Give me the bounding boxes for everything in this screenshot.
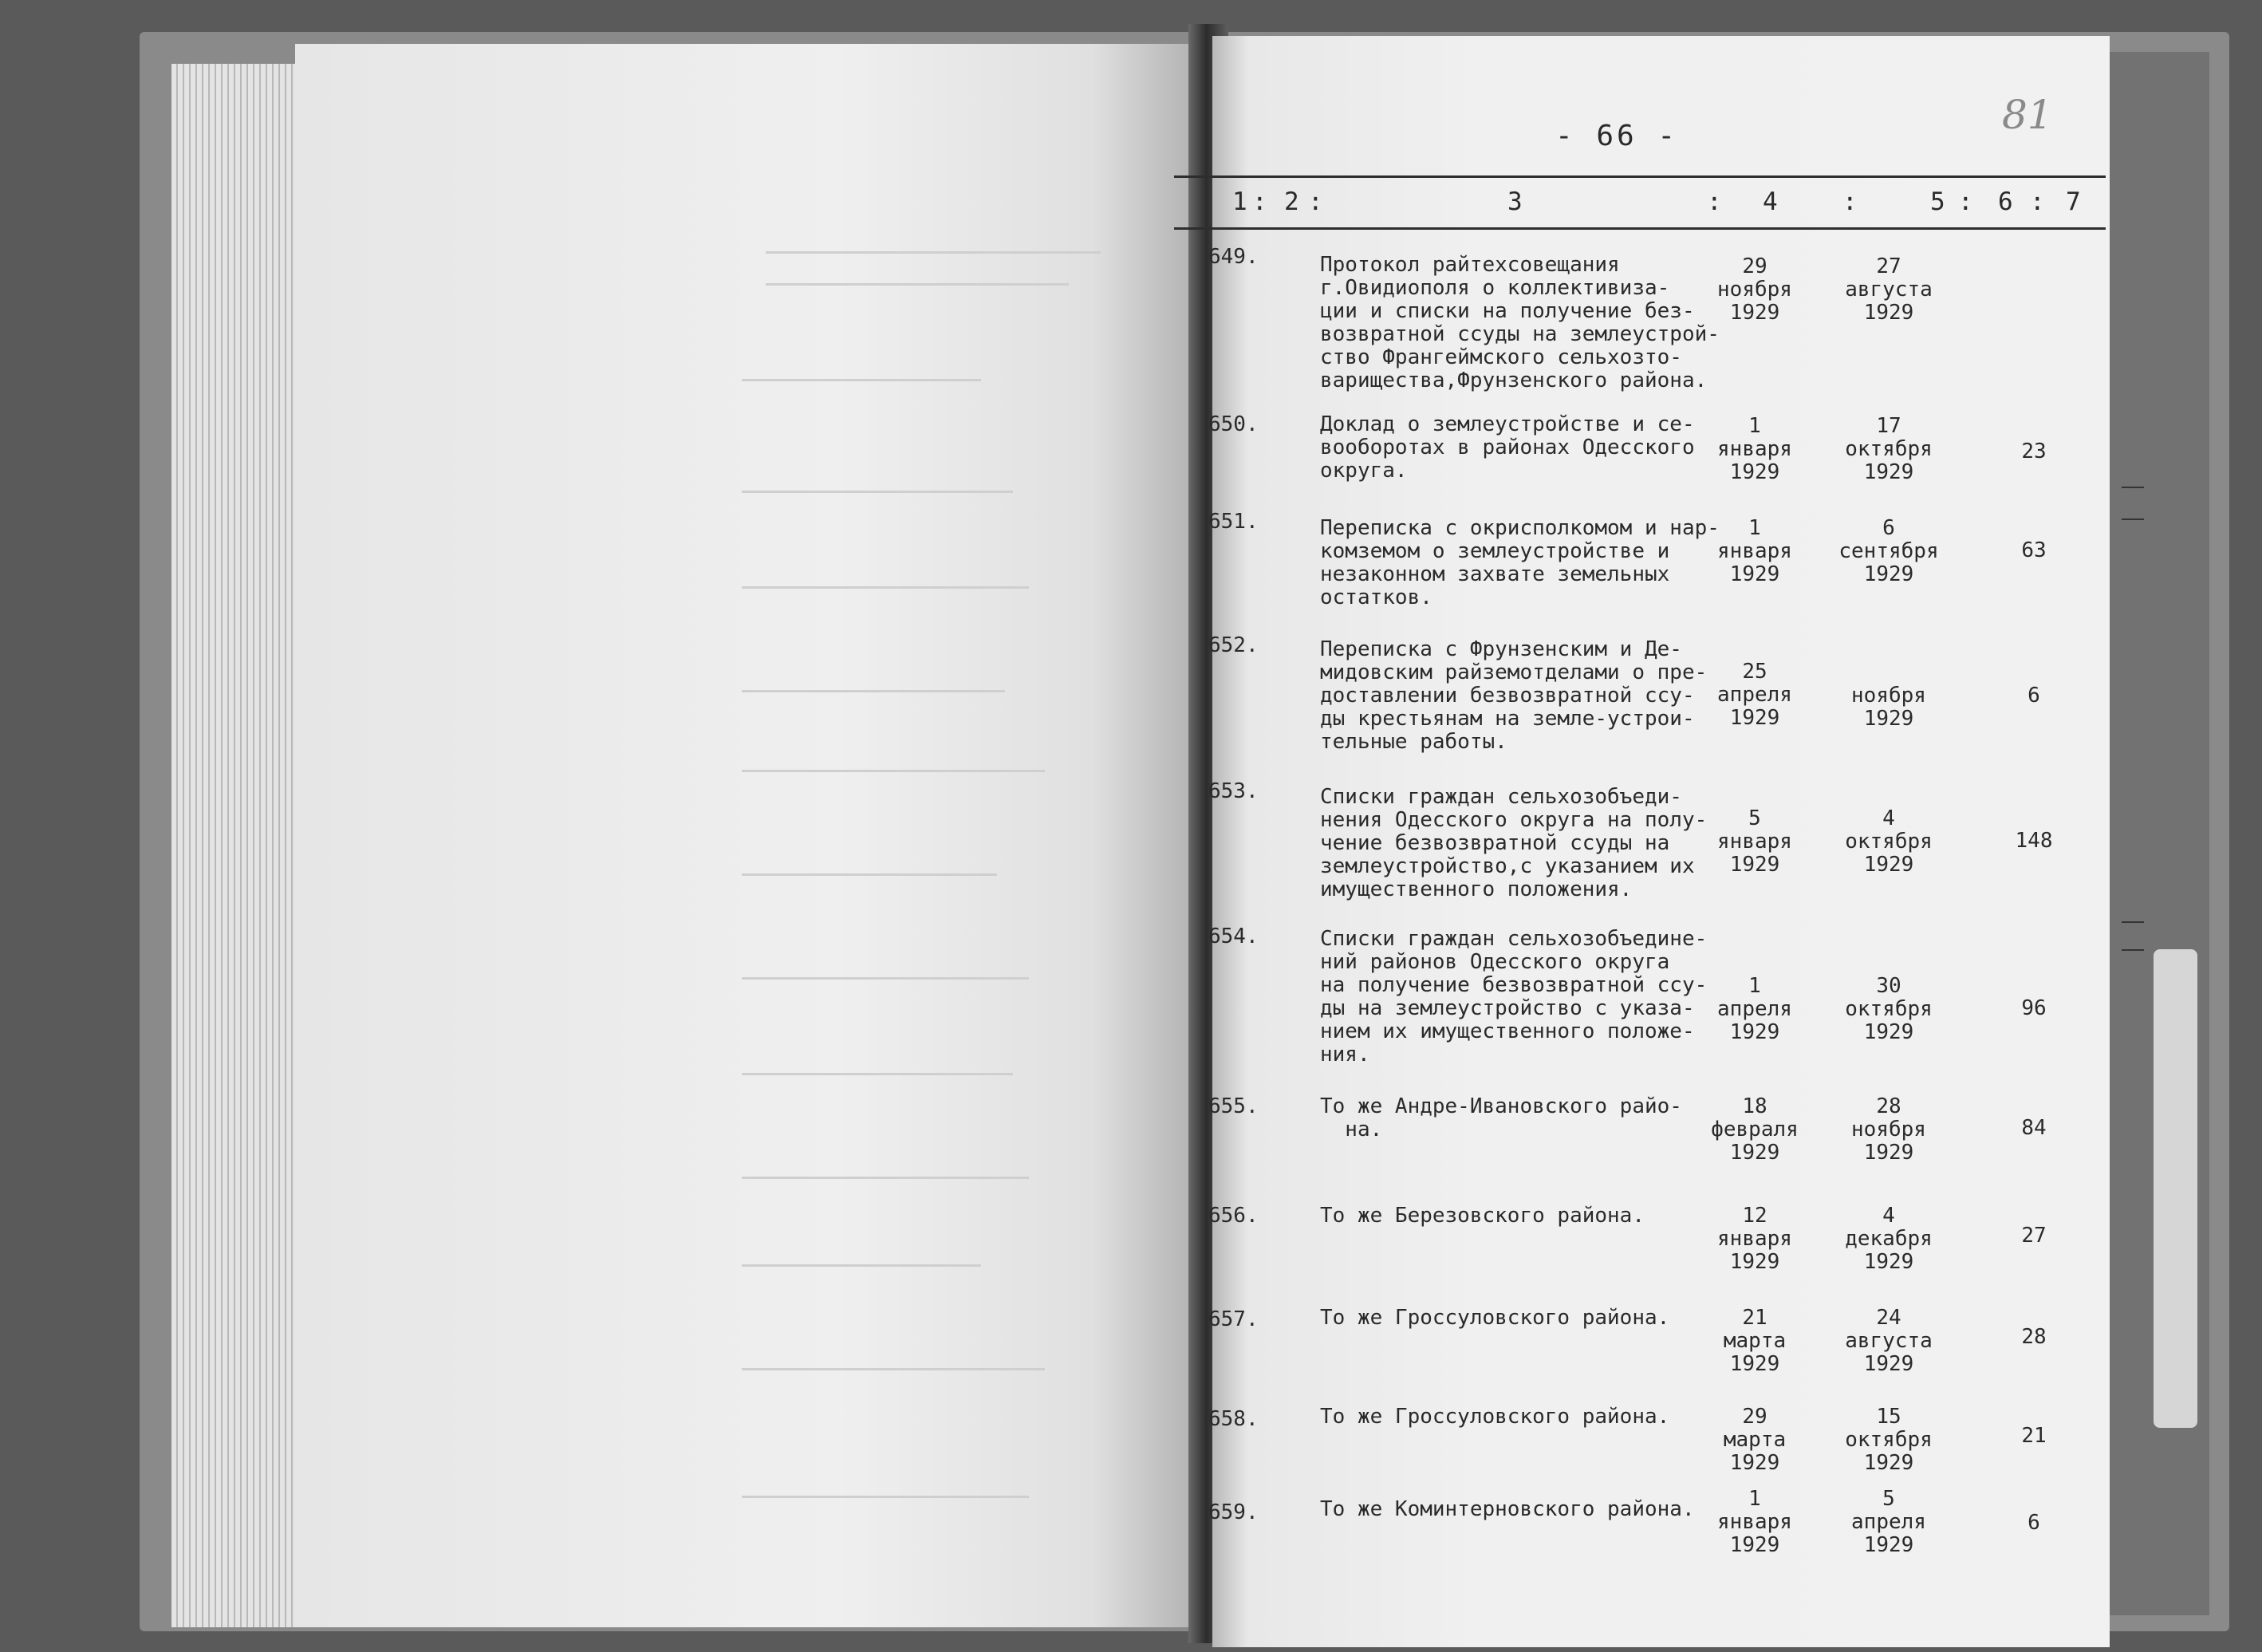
column-header-3: 3: [1507, 187, 1523, 216]
bleed-through-line: [742, 1496, 1029, 1498]
paper-tab: [2154, 949, 2197, 1428]
bleed-through-line: [742, 690, 1005, 692]
entry-start-date: 29 марта 1929: [1723, 1405, 1787, 1475]
column-header-5: 5: [1930, 187, 1945, 216]
entry-sheet-count: 84: [2021, 1116, 2047, 1140]
entry-number: 651.: [1208, 510, 1259, 534]
bleed-through-line: [742, 379, 981, 381]
entry-sheet-count: 6: [2028, 684, 2040, 708]
entry-description: То же Гроссуловского района.: [1320, 1306, 1670, 1330]
entry-end-date: 27 августа 1929: [1845, 254, 1933, 325]
bleed-through-line: [742, 770, 1045, 772]
header-rule-bottom: [1174, 227, 2106, 230]
entry-description: Списки граждан сельхозобъеди- нения Одесского округа на полу- чение безвозвратной ссуды на землеустройство,с указанием их имущественного положения.: [1320, 785, 1708, 901]
left-page: [295, 44, 1200, 1627]
entry-end-date: 4 октября 1929: [1845, 806, 1933, 877]
entry-number: 652.: [1208, 633, 1259, 657]
entry-number: 658.: [1208, 1407, 1259, 1431]
entry-sheet-count: 148: [2015, 829, 2053, 853]
column-separator: :: [1958, 187, 1973, 216]
entry-start-date: 5 января 1929: [1717, 806, 1792, 877]
page-edges: [171, 64, 307, 1627]
entry-sheet-count: 6: [2028, 1511, 2040, 1535]
bleed-through-line: [742, 586, 1029, 589]
header-rule-top: [1174, 175, 2106, 178]
entry-end-date: ноября 1929: [1851, 684, 1926, 731]
edge-mark: [2122, 921, 2144, 923]
column-separator: :: [2030, 187, 2045, 216]
entry-end-date: 30 октября 1929: [1845, 974, 1933, 1044]
entry-start-date: 21 марта 1929: [1723, 1306, 1787, 1376]
entry-sheet-count: 27: [2021, 1224, 2047, 1248]
column-header-6: 6: [1998, 187, 2013, 216]
archive-folio-number: 81: [2002, 92, 2053, 138]
column-header-7: 7: [2066, 187, 2081, 216]
column-separator: :: [1707, 187, 1722, 216]
entry-number: 654.: [1208, 925, 1259, 948]
entry-end-date: 17 октября 1929: [1845, 414, 1933, 484]
entry-number: 657.: [1208, 1307, 1259, 1331]
column-header-2: 2: [1284, 187, 1299, 216]
entry-end-date: 5 апреля 1929: [1851, 1487, 1926, 1557]
bleed-through-line: [742, 1177, 1029, 1179]
entry-sheet-count: 96: [2021, 996, 2047, 1020]
column-separator: :: [1308, 187, 1323, 216]
entry-description: То же Березовского района.: [1320, 1204, 1645, 1228]
entry-number: 659.: [1208, 1500, 1259, 1524]
column-separator: :: [1252, 187, 1267, 216]
entry-end-date: 4 декабря 1929: [1845, 1204, 1933, 1274]
bleed-through-line: [766, 251, 1101, 254]
entry-description: То же Андре-Ивановского райо- на.: [1320, 1094, 1682, 1141]
column-header-4: 4: [1763, 187, 1778, 216]
entry-start-date: 1 января 1929: [1717, 1487, 1792, 1557]
bleed-through-line: [742, 1073, 1013, 1075]
entry-end-date: 24 августа 1929: [1845, 1306, 1933, 1376]
entry-start-date: 1 апреля 1929: [1717, 974, 1792, 1044]
entry-description: Доклад о землеустройстве и се- вооборотах в районах Одесского округа.: [1320, 412, 1695, 483]
entry-sheet-count: 21: [2021, 1424, 2047, 1448]
entry-description: Переписка с Фрунзенским и Де- мидовским райземотделами о пре- доставлении безвозвратной ссу- ды крестьянам на земле-устрои- тельные работы.: [1320, 637, 1708, 754]
entry-description: Списки граждан сельхозобъедине- ний районов Одесского округа на получение безвозвратной ссу- ды на землеустройство с указа- нием их имущественного положе- ния.: [1320, 927, 1708, 1067]
entry-number: 650.: [1208, 412, 1259, 436]
entry-start-date: 1 января 1929: [1717, 414, 1792, 484]
entry-description: Протокол райтехсовещания г.Овидиополя о коллективиза- ции и списки на получение без- возвратной ссуды на землеустрой- ство Франгеймского сельхозто- варищества,Фрунзенского района.: [1320, 253, 1720, 392]
column-header-1: 1: [1232, 187, 1247, 216]
entry-sheet-count: 23: [2021, 440, 2047, 463]
entry-start-date: 25 апреля 1929: [1717, 660, 1792, 730]
bleed-through-line: [742, 977, 1029, 980]
entry-description: Переписка с окрисполкомом и нар- комземом о землеустройстве и незаконном захвате земельных остатков.: [1320, 516, 1720, 609]
entry-sheet-count: 63: [2021, 538, 2047, 562]
entry-start-date: 1 января 1929: [1717, 516, 1792, 586]
entry-start-date: 29 ноября 1929: [1717, 254, 1792, 325]
entry-end-date: 6 сентября 1929: [1838, 516, 1939, 586]
entry-number: 649.: [1208, 245, 1259, 269]
bleed-through-line: [742, 491, 1013, 493]
entry-number: 655.: [1208, 1094, 1259, 1118]
edge-mark: [2122, 487, 2144, 488]
bleed-through-line: [742, 1264, 981, 1267]
entry-description: То же Гроссуловского района.: [1320, 1405, 1670, 1429]
entry-end-date: 28 ноября 1929: [1851, 1094, 1926, 1165]
bleed-through-line: [742, 1368, 1045, 1370]
entry-number: 656.: [1208, 1204, 1259, 1228]
page-number: - 66 -: [1555, 120, 1679, 152]
edge-mark: [2122, 949, 2144, 951]
entry-end-date: 15 октября 1929: [1845, 1405, 1933, 1475]
entry-start-date: 12 января 1929: [1717, 1204, 1792, 1274]
entry-description: То же Коминтерновского района.: [1320, 1497, 1695, 1521]
bleed-through-line: [742, 873, 997, 876]
bleed-through-line: [766, 283, 1069, 286]
edge-mark: [2122, 518, 2144, 520]
entry-start-date: 18 февраля 1929: [1711, 1094, 1799, 1165]
entry-number: 653.: [1208, 779, 1259, 803]
entry-sheet-count: 28: [2021, 1325, 2047, 1349]
column-separator: :: [1842, 187, 1858, 216]
